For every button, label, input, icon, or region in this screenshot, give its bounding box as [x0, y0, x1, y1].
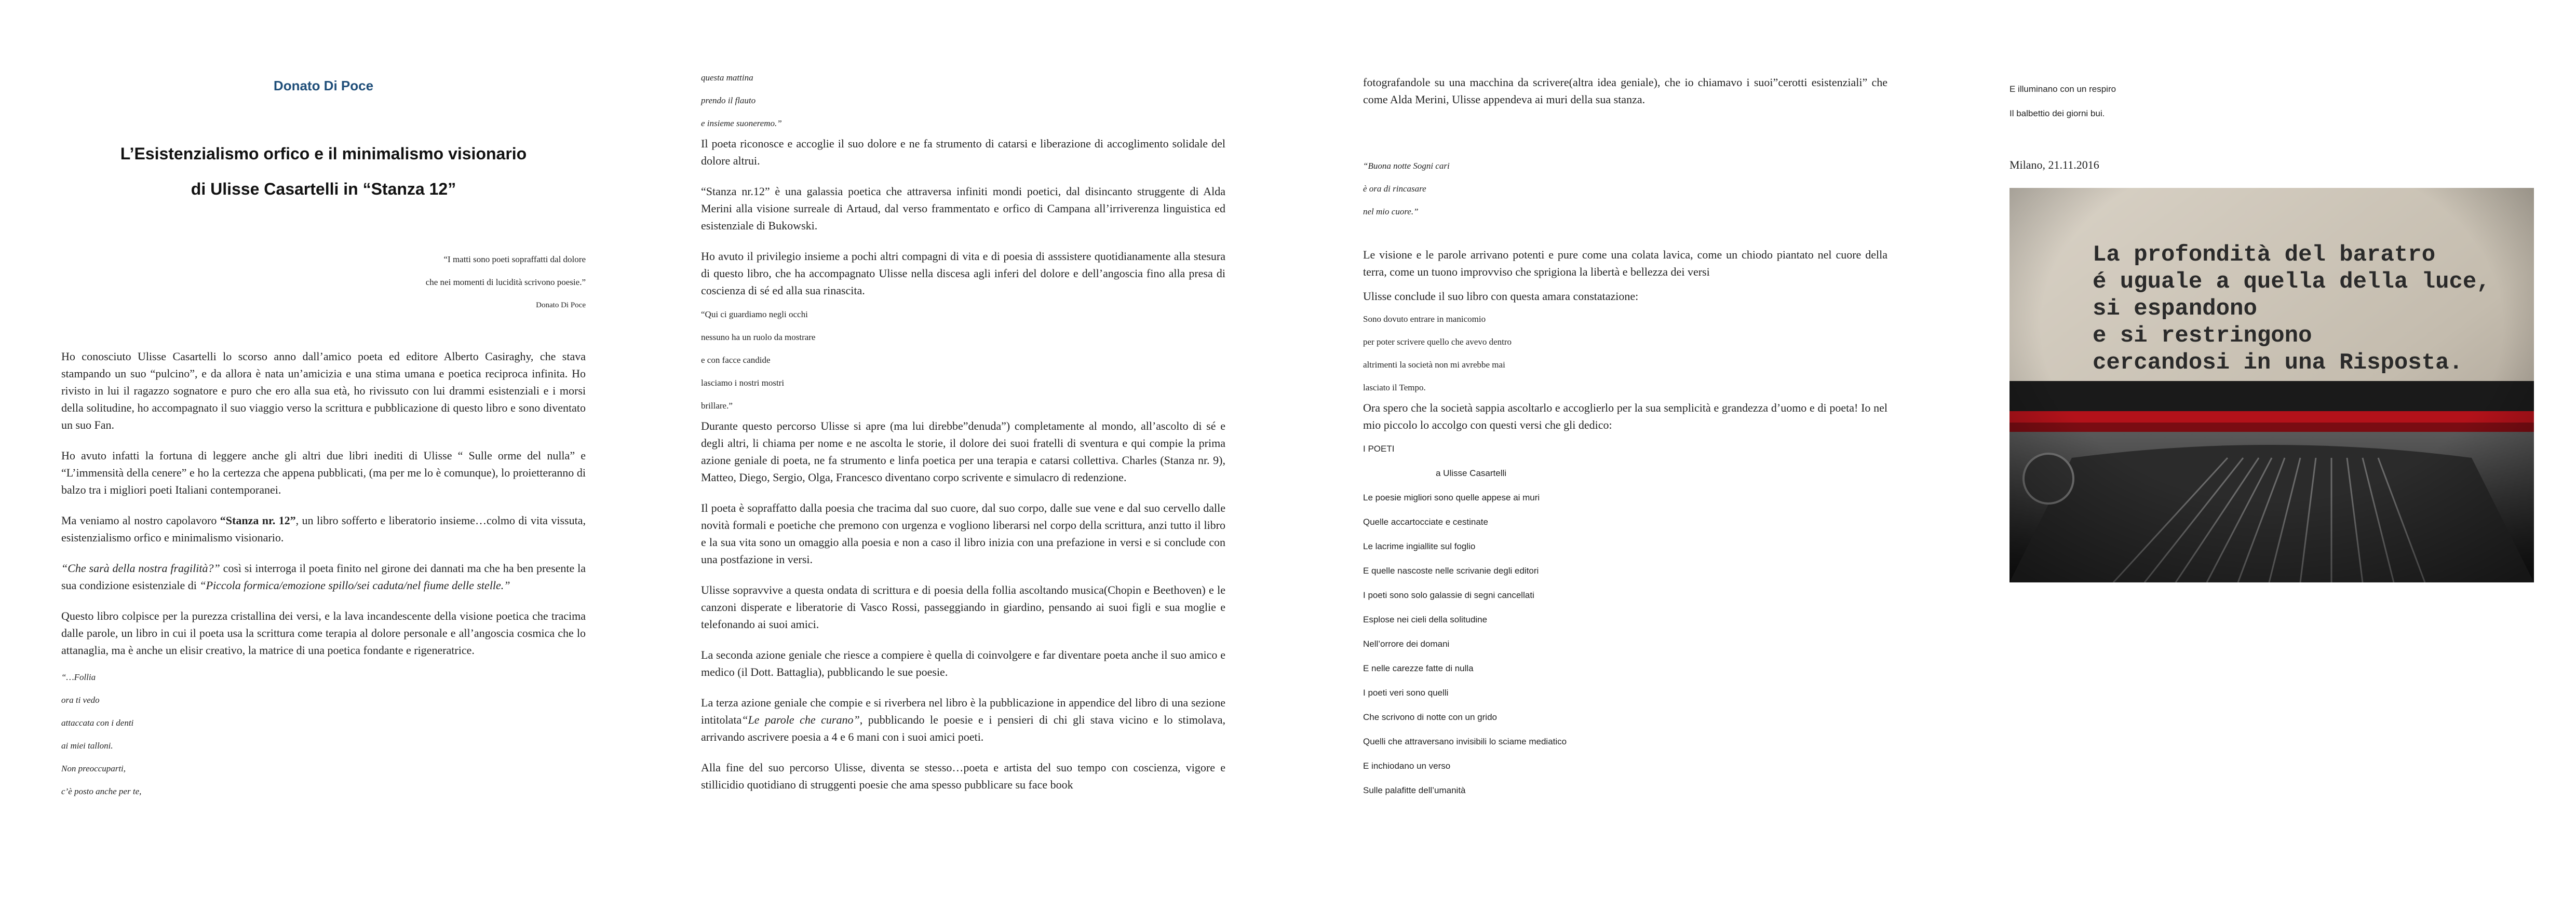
poem-title: I POETI [1363, 444, 1395, 454]
epigraph-line: “I matti sono poeti sopraffatti dal dolore [443, 254, 586, 264]
epigraph-line: che nei momenti di lucidità scrivono poesie.” [425, 277, 586, 287]
paragraph: fotografandole su una macchina da scrivere(altra idea geniale), che io chiamavo i suoi”cerotti esistenziali” che come Alda Merini, Ulisse appendeva ai muri della sua stanza. [1363, 76, 1887, 106]
poem-line: Nell’orrore dei domani [1363, 639, 1450, 649]
epigraph-signature: Donato Di Poce [536, 301, 586, 309]
poem-line: Che scrivono di notte con un grido [1363, 712, 1497, 722]
paragraph: Ulisse conclude il suo libro con questa amara constatazione: [1363, 290, 1639, 303]
essay-title-line-1: L’Esistenzialismo orfico e il minimalismo visionario [120, 144, 527, 163]
paragraph: Ho avuto il privilegio insieme a pochi altri compagni di vita e di poesia di asssistere quotidianamente alla stesura di questo libro, che ha accompagnato Ulisse nella discesa agli inferi del dolore e dell’angoscia fino alla presa di coscienza di sé ed alla sua rinascita. [701, 250, 1225, 297]
poem-line: brillare.” [701, 401, 733, 411]
page-1 [61, 0, 586, 911]
poem-line: I poeti veri sono quelli [1363, 688, 1449, 698]
poem-ending [2009, 77, 2116, 126]
poem-line: Le poesie migliori sono quelle appese ai muri [1363, 493, 1540, 502]
poem-line: lasciamo i nostri mostri [701, 378, 785, 388]
poem-line: I poeti sono solo galassie di segni cancellati [1363, 590, 1534, 600]
paragraph: Questo libro colpisce per la purezza cristallina dei versi, e la lava incandescente della visione poetica che tracima dalle parole, un libro in cui il poeta usa la scrittura come terapia al dolore personale e all’angoscia cosmica che lo attanaglia, ma è anche un elisir creativo, la matrice di una poetica fondante e rigeneratrice. [61, 609, 586, 657]
paragraph: Ulisse sopravvive a questa ondata di scrittura e di poesia della follia ascoltando musica(Chopin e Beethoven) e le canzoni disperate e liberatorie di Vasco Rossi, passeggiando in giardino, pensando ai suoi figli e sua moglie e telefonando ai suoi amici. [701, 583, 1225, 631]
poem-line: per poter scrivere quello che avevo dentro [1363, 337, 1512, 347]
poem-line: “…Follia [61, 672, 96, 682]
poem-line: E inchiodano un verso [1363, 761, 1451, 771]
poem-line: è ora di rincasare [1363, 184, 1426, 194]
poem-line: Esplose nei cieli della solitudine [1363, 615, 1488, 624]
page-3 [1363, 0, 1887, 911]
poem-line: lasciato il Tempo. [1363, 383, 1426, 392]
poem-line: e con facce candide [701, 355, 771, 365]
typewriter-photo [2009, 188, 2534, 582]
poem-line: Sulle palafitte dell’umanità [1363, 785, 1466, 795]
page-2 [701, 0, 1225, 911]
paragraph: “Stanza nr.12” è una galassia poetica che attraversa infiniti mondi poetici, dal disincanto struggente di Alda Merini alla visione surreale di Artaud, dal verso frammentato e orfico di Campana all’irriverenza linguistica ed esistenziale di Bukowski. [701, 185, 1225, 232]
text-run: Ma veniamo al nostro capolavoro [61, 514, 220, 527]
paragraph: Ho conosciuto Ulisse Casartelli lo scorso anno dall’amico poeta ed editore Alberto Casiraghy, che stava stampando un suo “pulcino”, e da allora è nata un’amicizia e una stima umana e poetica reciproca infinita. Ho rivisto in lui il ragazzo sognatore e puro che ero alla sua età, ho rivissuto con lui drammi esistenziali e i morsi della solitudine, ho accompagnato il suo viaggio verso la scrittura e pubblicazione di questo libro e sono diventato un suo Fan. [61, 350, 586, 431]
poem-line: Il balbettio dei giorni bui. [2009, 108, 2105, 118]
poem-line: altrimenti la società non mi avrebbe mai [1363, 360, 1505, 370]
poem-line: Quelle accartocciate e cestinate [1363, 517, 1488, 527]
section-title-italic: “Le parole che curano” [741, 713, 860, 726]
poem-line: “Buona notte Sogni cari [1363, 161, 1450, 171]
paragraph: Alla fine del suo percorso Ulisse, diventa se stesso…poeta e artista del suo tempo con coscienza, vigore e stillicidio quotidiano di struggenti poesie che ama spesso pubblicare su face book [701, 761, 1225, 791]
poem-line: attaccata con i denti [61, 718, 134, 728]
paragraph [701, 694, 1225, 745]
poem-dedication: a Ulisse Casartelli [1436, 468, 1507, 478]
paragraph [61, 560, 586, 594]
poem-line: prendo il flauto [701, 96, 756, 105]
text-run: , un libro sofferto e liberatorio insieme…colmo di vita vissuta, esistenzialismo orfico e minimalismo visionario. [61, 514, 586, 544]
paragraph [61, 512, 586, 546]
author-name: Donato Di Poce [273, 78, 374, 93]
quote-italic: “Che sarà della nostra fragilità?” [61, 562, 220, 575]
paragraph: Ora spero che la società sappia ascoltarlo e accoglierlo per la sua semplicità e grandezza d’uomo e di poeta! Io nel mio piccolo lo accolgo con questi versi che gli dedico: [1363, 401, 1887, 431]
page-4 [2009, 0, 2534, 911]
paragraph: Le visione e le parole arrivano potenti e pure come una colata lavica, come un chiodo piantato nel cuore della terra, come un tuono improvviso che sprigiona la libertà e bellezza dei versi [1363, 248, 1887, 278]
poem-line: ora ti vedo [61, 695, 100, 705]
paragraph: Durante questo percorso Ulisse si apre (ma lui direbbe”denuda”) completamente al mondo, all’ascolto di sé e degli altri, li chiama per nome e ne ascolta le storie, il dolore dei suoi fratelli di sventura e qui compie la prima azione geniale di poeta, ne fa strumento e linfa poetica per una terapia e catarsi collettiva. Charles (Stanza nr. 9), Matteo, Diego, Sergio, Olga, Francesco diventano corpo scrivente e simulacro di redenzione. [701, 419, 1225, 484]
paragraph: Ho avuto infatti la fortuna di leggere anche gli altri due libri inediti di Ulisse “ Sulle orme del nulla” e “L’immensità della cenere” e ho la certezza che appena pubblicati, (ma per me lo è comunque), lo proietteranno di balzo tra i migliori poeti Italiani contemporanei. [61, 449, 586, 496]
poem-line: Le lacrime ingiallite sul foglio [1363, 541, 1476, 551]
text-run: , pubblicando le poesie e i pensieri di chi gli stava vicino e lo stimolava, arrivando ascrivere poesia a 4 e 6 mani con i suoi amici poeti. [701, 713, 1225, 743]
poem-line: “Qui ci guardiamo negli occhi [701, 309, 808, 319]
poem-line: nel mio cuore.” [1363, 207, 1419, 216]
essay-title-line-2: di Ulisse Casartelli in “Stanza 12” [191, 180, 456, 198]
poem-line: nessuno ha un ruolo da mostrare [701, 332, 816, 342]
book-title-bold: “Stanza nr. 12” [220, 514, 296, 527]
text-run: così si interroga il poeta finito nel girone dei dannati ma che ha ben presente la sua condizione esistenziale di [61, 562, 586, 592]
poem-line: e insieme suoneremo.” [701, 118, 782, 128]
page-3-body [1363, 74, 1887, 803]
paragraph: La seconda azione geniale che riesce a compiere è quella di coinvolgere e far diventare poeta anche il suo amico e medico (il Dott. Battaglia), pubblicando le sue poesie. [701, 648, 1225, 678]
poem-line: E nelle carezze fatte di nulla [1363, 663, 1474, 673]
poem-line: c’è posto anche per te, [61, 786, 142, 796]
page-1-body [61, 348, 586, 803]
paragraph: Il poeta riconosce e accoglie il suo dolore e ne fa strumento di catarsi e liberazione di accoglimento solidale del dolore altrui. [701, 137, 1225, 167]
text-run: La terza azione geniale che compie e si riverbera nel libro è la pubblicazione in appendice del libro di una sezione intitolata [701, 696, 1225, 726]
poem-line: Non preoccuparti, [61, 764, 126, 773]
poem-line: Sono dovuto entrare in manicomio [1363, 314, 1486, 324]
poem-follia [61, 666, 586, 803]
date-line: Milano, 21.11.2016 [2009, 158, 2099, 171]
poem-line: E quelle nascoste nelle scrivanie degli editori [1363, 566, 1539, 576]
epigraph [426, 248, 586, 317]
poem-line: E illuminano con un respiro [2009, 84, 2116, 94]
poem-line: Quelli che attraversano invisibili lo sciame mediatico [1363, 737, 1567, 746]
paragraph: Il poeta è sopraffatto dalla poesia che tracima dal suo cuore, dal suo corpo, dalle sue vene e dal suo cervello dalle novità formali e poetiche che premono con urgenza e vogliono liberarsi nel corpo della scrittura, anzi tutto il libro e la sua vita sono un omaggio alla poesia e non a caso il libro inizia con una prefazione in versi e si conclude con una postfazione in versi. [701, 501, 1225, 566]
poem-line: ai miei talloni. [61, 741, 113, 751]
poem-line: questa mattina [701, 73, 753, 83]
page-2-body [701, 66, 1225, 793]
quote-italic: “Piccola formica/emozione spillo/sei caduta/nel fiume delle stelle.” [199, 579, 510, 592]
